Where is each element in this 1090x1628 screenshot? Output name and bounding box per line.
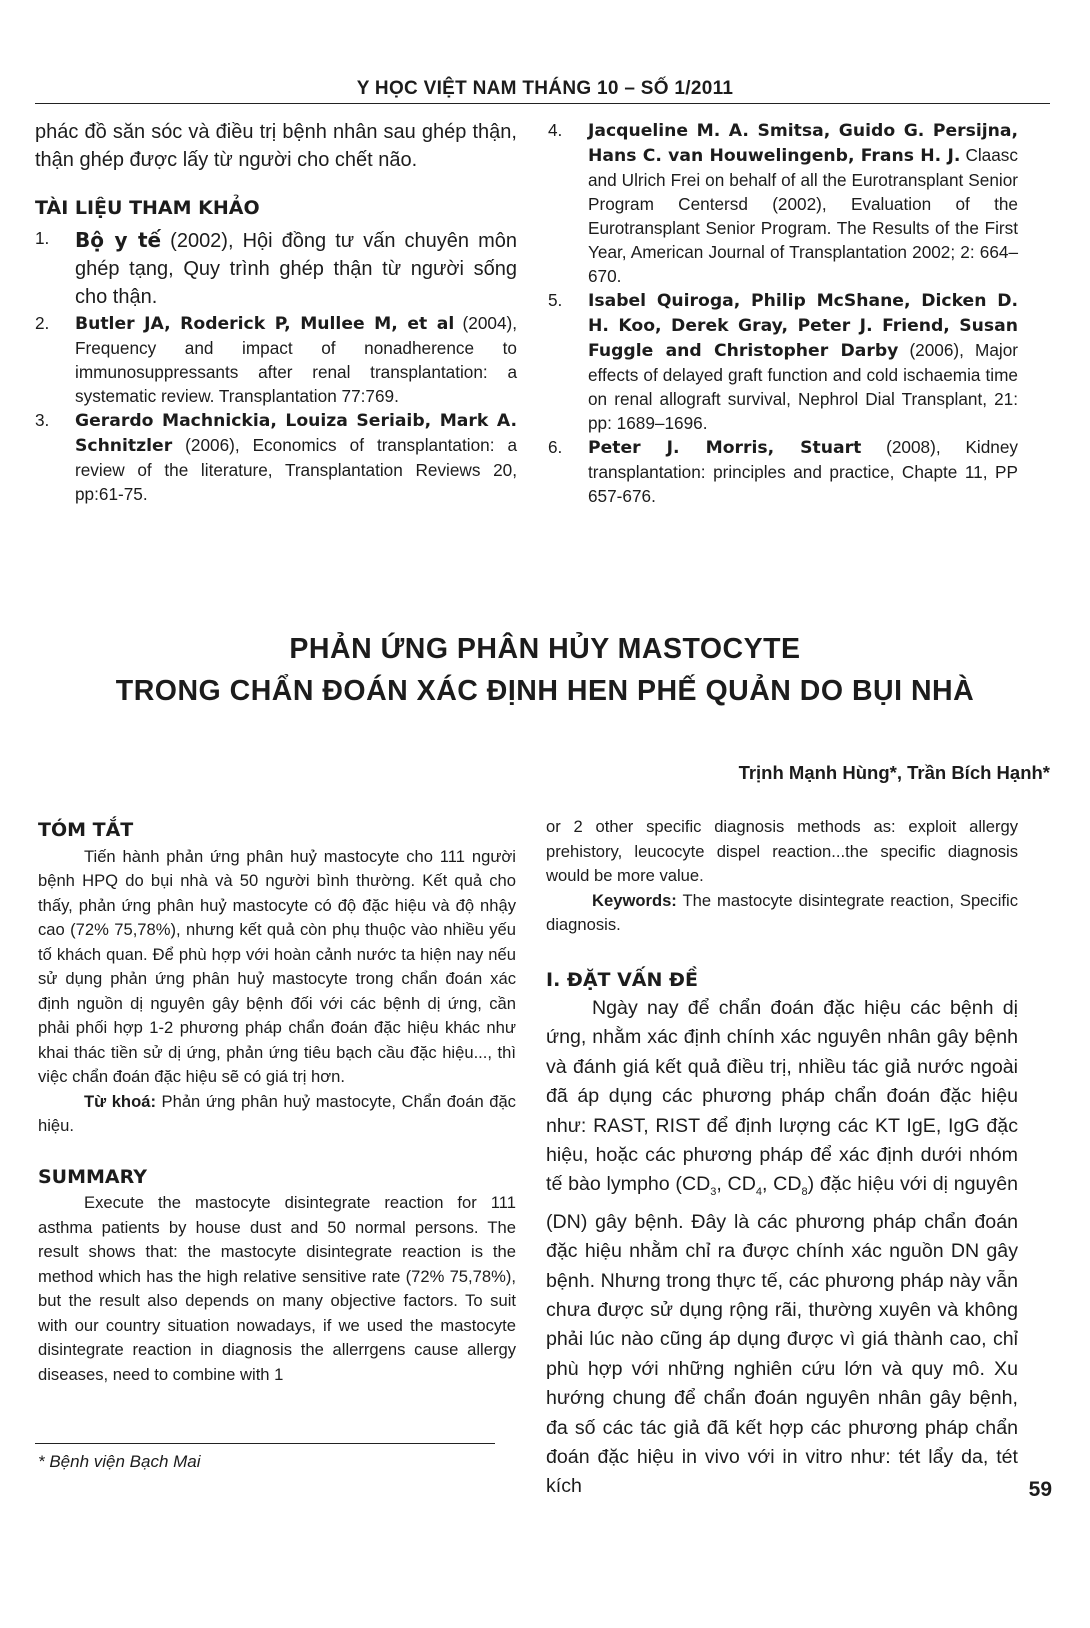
prev-article-continuation: phác đồ săn sóc và điều trị bệnh nhân sau ghép thận, thận ghép được lấy từ người cho chết não. [35, 121, 517, 171]
tomtat-body: Tiến hành phản ứng phân huỷ mastocyte cho 111 người bệnh HPQ do bụi nhà và 50 người bình thường. Kết quả cho thấy, phản ứng phân huỷ mastocyte có độ đặc hiệu và độ nhậy cao (72% 75,78%), nhưng kết quả còn phụ thuộc vào nhiều yếu tố khách quan. Để phù hợp với hoàn cảnh nước ta hiện nay nếu sử dụng phản ứng phân huỷ mastocyte trong chẩn đoán xác định nguồn dị nguyên gây bệnh đối với các bệnh dị ứng, cần phải phối hợp 1-2 phương pháp chẩn đoán đặc hiệu khác như khai thác tiền sử dị ứng, phản ứng tiêu bạch cầu đặc hiệu..., thì việc chẩn đoán đặc hiệu sẽ có giá trị hơn. [38, 846, 516, 1086]
reference-item: 1. Bộ y tế (2002), Hội đồng tư vấn chuyên môn ghép tạng, Quy trình ghép thận từ người sống cho thận. [35, 228, 517, 308]
intro-column [546, 815, 1018, 1502]
reference-item: 5. Isabel Quiroga, Philip McShane, Dicken D. H. Koo, Derek Gray, Peter J. Friend, Susan Fuggle and Christopher Darby (2006), Major effects of delayed graft function and cold ischaemia time on renal allograft survival, Nephrol Dial Transplant, 21: pp: 1689–1696. [548, 290, 1018, 433]
intro-body: Ngày nay để chẩn đoán đặc hiệu các bệnh dị ứng, nhằm xác định chính xác nguyên nhân gây bệnh và đánh giá kết quả điều trị, nhiều tác giả nước ngoài đã áp dụng các phương pháp chẩn đoán đặc hiệu như: RAST, RIST để định lượng các KT IgE, IgG đặc hiệu, hoặc các phương pháp để xác định dưới nhóm tế bào lympho ($CD_3$, $CD_4$, $CD_8$) đặc hiệu với dị nguyên (DN) gây bệnh. Đây là các phương pháp chẩn đoán đặc hiệu nhằm chỉ ra được chính xác nguồn DN gây bệnh. Nhưng trong thực tế, các phương pháp này vẫn chưa được sử dụng rộng rãi, thường xuyên và không phải lúc nào cũng áp dụng được vì giá thành cao, chỉ phù hợp với những nghiên cứu lớn và quy mô. Xu hướng chung để chẩn đoán nguyên nhân gây bệnh, đa số các tác giả đã kết hợp các phương pháp chẩn đoán đặc hiệu in vivo với in vitro như: tét lẩy da, tét kích [546, 997, 1018, 1498]
article-title-line-1: PHẢN ỨNG PHÂN HỦY MASTOCYTE [289, 633, 801, 665]
footnote: * Bệnh viện Bạch Mai [38, 1452, 201, 1471]
footnote-rule [35, 1443, 495, 1444]
summary-body: Execute the mastocyte disintegrate reaction for 111 asthma patients by house dust and 50 normal persons. The result shows that: the mastocyte disintegrate reaction is the method which has the high relative sensitive rate (72% 75,78%), but the result also depends on many objective factors. To suit with our country situation nowadays, if we used the mastocyte disintegrate reaction in diagnosis the allerrgens cause allergy diseases, need to combine with 1 [38, 1193, 516, 1384]
article-authors: Trịnh Mạnh Hùng*, Trần Bích Hạnh* [738, 762, 1050, 783]
article-title-line-2: TRONG CHẨN ĐOÁN XÁC ĐỊNH HEN PHẾ QUẢN DO BỤI NHÀ [115, 675, 975, 707]
summary-heading: SUMMARY [38, 1165, 147, 1188]
abstract-column [38, 818, 516, 1387]
reference-item: 3. Gerardo Machnickia, Louiza Seriaib, Mark A. Schnitzler (2006), Economics of transplantation: a review of the literature, Transplantation Reviews 20, pp:61-75. [35, 410, 517, 504]
prev-article-left-column [35, 118, 517, 506]
summary-continuation: or 2 other specific diagnosis methods as: exploit allergy prehistory, leucocyte dispel reaction...the specific diagnosis would be more value. [546, 817, 1018, 885]
page-number: 59 [1028, 1478, 1052, 1501]
journal-header: Y HỌC VIỆT NAM THÁNG 10 – SỐ 1/2011 [356, 78, 734, 99]
summary-keywords: Keywords: The mastocyte disintegrate reaction, Specific diagnosis. [546, 890, 1018, 934]
references-heading: TÀI LIỆU THAM KHẢO [35, 197, 260, 219]
tomtat-keywords: Từ khoá: Phản ứng phân huỷ mastocyte, Chẩn đoán đặc hiệu. [38, 1091, 516, 1135]
intro-heading: I. ĐẶT VẤN ĐỀ [546, 968, 698, 991]
header-rule [35, 103, 1050, 104]
reference-item: 6. Peter J. Morris, Stuart (2008), Kidney transplantation: principles and practice, Chapte 11, PP 657-676. [548, 437, 1018, 506]
reference-item: 2. Butler JA, Roderick P, Mullee M, et al (2004), Frequency and impact of nonadherence to immunosuppressants after renal transplantation: a systematic review. Transplantation 77:769. [35, 313, 517, 406]
prev-article-right-column [548, 118, 1018, 508]
reference-item: 4. Jacqueline M. A. Smitsa, Guido G. Persijna, Hans C. van Houwelingenb, Frans H. J. Claasc and Ulrich Frei on behalf of all the Eurotransplant Senior Program Centersd (2002), Evaluation of the Eurotransplant Senior Program. The Results of the First Year, American Journal of Transplantation 2002; 2: 664–670. [548, 120, 1018, 286]
tomtat-heading: TÓM TẮT [38, 819, 134, 841]
